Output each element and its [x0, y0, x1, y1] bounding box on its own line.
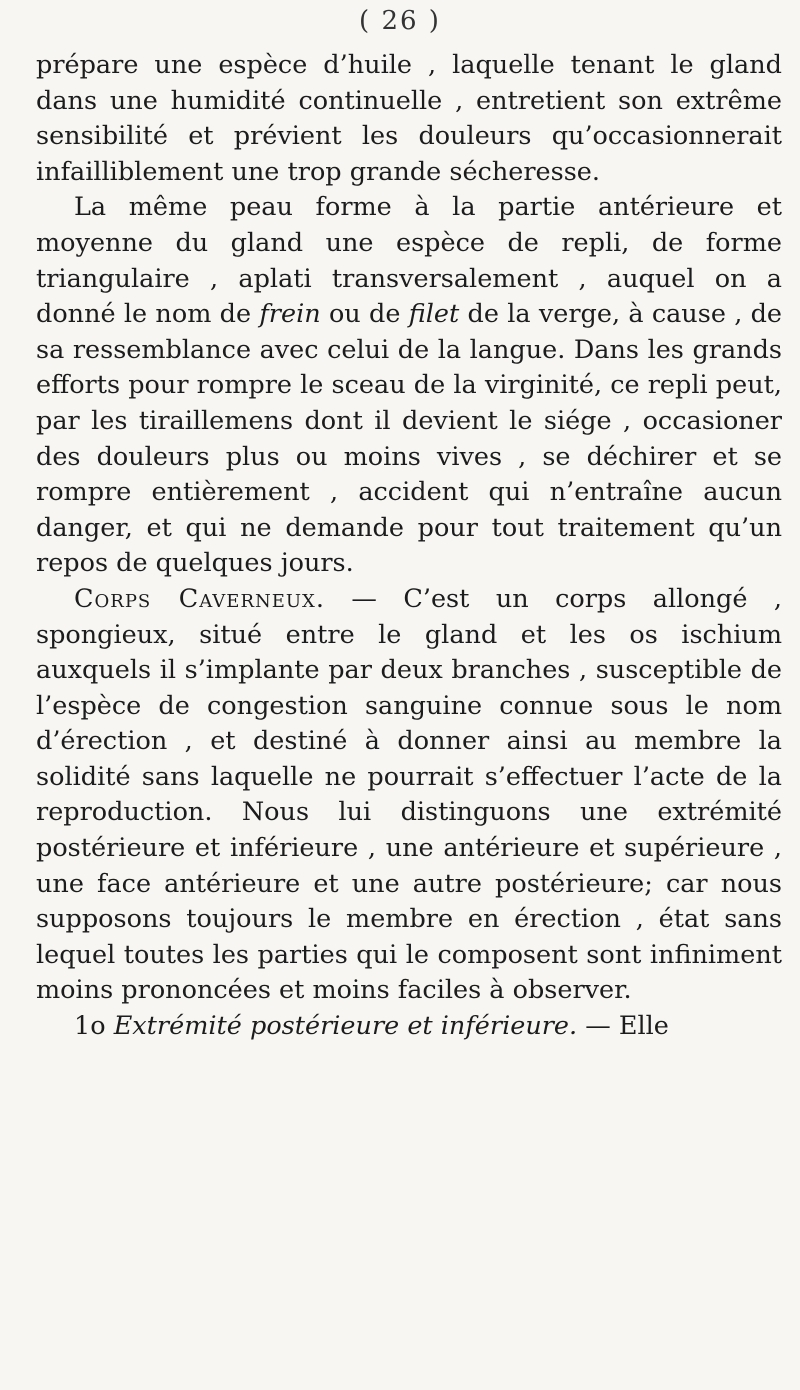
- text-run: ou de: [320, 299, 409, 330]
- term-filet: filet: [408, 299, 460, 330]
- text-run: La même peau forme à la partie antérieure et moyenne du gland une espèce de repli, de forme triangulaire , aplati transversalement , auquel on a donné le nom de: [36, 192, 782, 330]
- term-frein: frein: [259, 299, 321, 330]
- paragraph-extremite: [36, 1009, 782, 1045]
- text-run: prépare une espèce d’huile , laquelle tenant le gland dans une humidité continuelle , entretient son extrême sensibilité et prévient les douleurs qu’occasionnerait infailliblement une trop grande sécheresse.: [36, 50, 782, 187]
- paragraph-continuation: [36, 48, 782, 190]
- list-number: 1o: [74, 1011, 114, 1042]
- paragraph-corps-caverneux: [36, 582, 782, 1009]
- page-number: ( 26 ): [359, 6, 441, 36]
- subheading-extremite: Extrémité postérieure et inférieure.: [113, 1011, 578, 1042]
- paragraph-frein: [36, 190, 782, 582]
- text-run: de la verge, à cause , de sa ressemblance avec celui de la langue. Dans les grands efforts pour rompre le sceau de la virginité, ce repli peut, par les tiraillemens dont il devient le siége , occasioner des douleurs plus ou moins vives , se déchirer et se rompre entièrement , accident qui n’entraîne aucun danger, et qui ne demande pour tout traitement qu’un repos de quelques jours.: [36, 299, 782, 579]
- section-heading: Corps Caverneux.: [74, 583, 325, 614]
- body-text: [36, 48, 782, 1045]
- text-run: — C’est un corps allongé , spongieux, situé entre le gland et les os ischium auxquels il s’implante par deux branches , susceptible de l’espèce de congestion sanguine connue sous le nom d’érection , et destiné à donner ainsi au membre la solidité sans laquelle ne pourrait s’effectuer l’acte de la reproduction. Nous lui distinguons une extrémité postérieure et inférieure , une antérieure et supérieure , une face antérieure et une autre postérieure; car nous supposons toujours le membre en érection , état sans lequel toutes les parties qui le composent sont infiniment moins prononcées et moins faciles à observer.: [36, 583, 782, 1006]
- text-run: — Elle: [577, 1011, 669, 1042]
